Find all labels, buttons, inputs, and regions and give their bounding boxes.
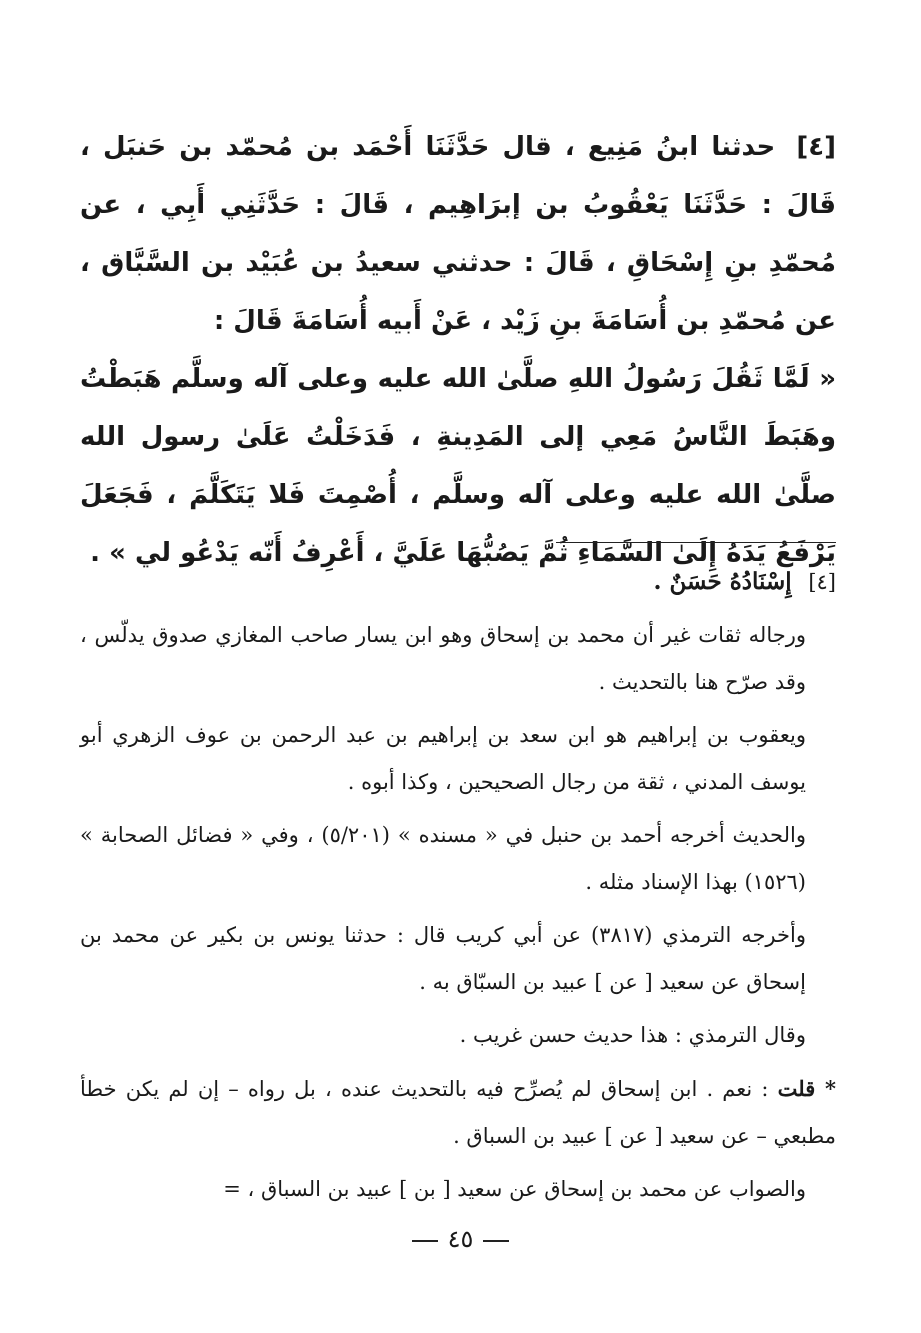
footnote-paragraph-1: ورجاله ثقات غير أن محمد بن إسحاق وهو ابن يسار صاحب المغازي صدوق يدلّس ، وقد صرّح هنا بالتحديث . <box>80 623 806 694</box>
footnotes <box>80 558 836 1219</box>
page-number-value: ٤٥ <box>447 1225 474 1253</box>
footnote-paragraph-4: وأخرجه الترمذي (٣٨١٧) عن أبي كريب قال : حدثنا يونس بن بكير عن محمد بن إسحاق عن سعيد [ عن ] عبيد بن السبّاق به . <box>80 923 806 994</box>
hadith-main-text <box>80 118 836 582</box>
page-number-dash-left <box>412 1240 438 1242</box>
footnote-paragraph-2: ويعقوب بن إبراهيم هو ابن سعد بن إبراهيم بن عبد الرحمن بن عوف الزهري أبو يوسف المدني ، ثقة من رجال الصحيحين ، وكذا أبوه . <box>80 723 806 794</box>
page-number <box>0 1225 921 1253</box>
hadith-matn: « لَمَّا ثَقُلَ رَسُولُ اللهِ صلَّىٰ الله عليه وعلى آله وسلَّم هَبَطْتُ وهَبَطَ النَّاسُ مَعِي إلى المَدِينةِ ، فَدَخَلْتُ عَلَىٰ رسول الله صلَّىٰ الله عليه وعلى آله وسلَّم ، أُصْمِتَ فَلا يَتَكَلَّمَ ، فَجَعَلَ يَرْفَعُ يَدَهُ إِلَىٰ السَّمَاءِ ثُمَّ يَصُبُّهَا عَلَيَّ ، أَعْرِفُ أَنّه يَدْعُو لي » . <box>80 364 836 568</box>
footnote-paragraph-7: والصواب عن محمد بن إسحاق عن سعيد [ بن ] عبيد بن السباق ، = <box>223 1177 806 1201</box>
footnote-divider <box>556 542 836 543</box>
footnote-qultu-label: * قلت <box>777 1076 836 1101</box>
footnote-verdict: إِسْنَادُهُ حَسَنٌ . <box>653 568 792 595</box>
page-number-dash-right <box>483 1240 509 1242</box>
hadith-isnad: حدثنا ابنُ مَنِيع ، قال حَدَّثَنَا أَحْمَد بن مُحمّد بن حَنبَل ، قَالَ : حَدَّثَنَا يَعْقُوبُ بن إبرَاهِيم ، قَالَ : حَدَّثَنِي أَبِي ، عن مُحمّدِ بنِ إِسْحَاقِ ، قَالَ : حدثني سعيدُ بن عُبَيْد بن السَّبَّاق ، عن مُحمّدِ بن أُسَامَةَ بنِ زَيْد ، عَنْ أَبيه أُسَامَةَ قَالَ : <box>80 132 836 336</box>
hadith-number: [٤] <box>796 132 836 162</box>
footnote-ref: [٤] <box>808 570 836 594</box>
hadith-isnad-paragraph <box>80 118 836 350</box>
footnote-paragraph-6 <box>80 1065 836 1160</box>
footnote-qultu-text: : نعم . ابن إسحاق لم يُصرِّح فيه بالتحديث عنده ، بل رواه – إن لم يكن خطأ مطبعي – عن سعيد [ عن ] عبيد بن السباق . <box>80 1077 836 1148</box>
footnote-heading <box>80 558 836 606</box>
footnote-paragraph-3: والحديث أخرجه أحمد بن حنبل في « مسنده » (٥/٢٠١) ، وفي « فضائل الصحابة » (١٥٢٦) بهذا الإسناد مثله . <box>80 823 806 894</box>
footnote-paragraph-5: وقال الترمذي : هذا حديث حسن غريب . <box>459 1023 806 1047</box>
